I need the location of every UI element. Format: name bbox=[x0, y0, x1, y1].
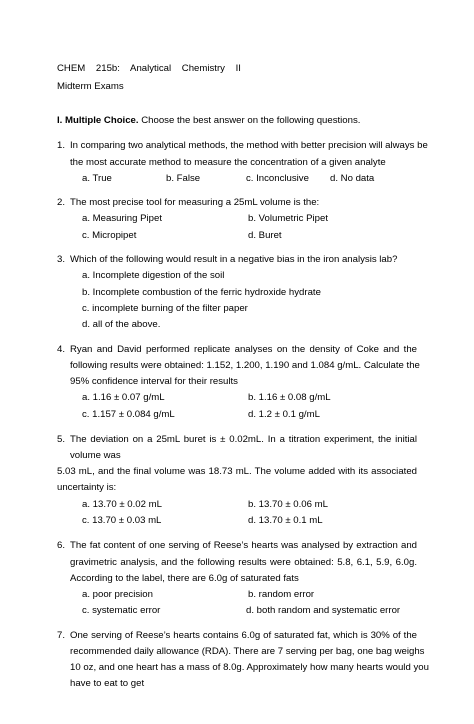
question-number: 6. bbox=[57, 540, 66, 551]
option-a[interactable]: a. Incomplete digestion of the soil bbox=[82, 270, 225, 281]
option-c[interactable]: c. Micropipet bbox=[82, 230, 137, 241]
question-text-line: According to the label, there are 6.0g of saturated fats bbox=[70, 573, 299, 584]
option-b[interactable]: b. random error bbox=[248, 589, 315, 600]
option-b[interactable]: b. 13.70 ± 0.06 mL bbox=[248, 499, 328, 510]
option-c[interactable]: c. incomplete burning of the filter paper bbox=[82, 303, 248, 314]
question-text-line: The deviation on a 25mL buret is ± 0.02mL. In a titration experiment, the initial bbox=[70, 434, 417, 445]
question-continuation-line: 5.03 mL, and the final volume was 18.73 mL. The volume added with its associated bbox=[57, 466, 417, 477]
option-a[interactable]: a. 1.16 ± 0.07 g/mL bbox=[82, 392, 165, 403]
question-text-line: The most precise tool for measuring a 25mL volume is the: bbox=[70, 197, 320, 208]
question-text-line: following results were obtained: 1.152, 1.200, 1.190 and 1.084 g/mL. Calculate the bbox=[70, 360, 420, 371]
question-text-line: have to eat to get bbox=[70, 678, 145, 689]
section-title: I. Multiple Choice. bbox=[57, 115, 139, 126]
question-number: 1. bbox=[57, 140, 66, 151]
option-d[interactable]: d. 13.70 ± 0.1 mL bbox=[248, 515, 323, 526]
section-heading bbox=[57, 115, 360, 127]
option-b[interactable]: b. Volumetric Pipet bbox=[248, 213, 328, 224]
question-number: 2. bbox=[57, 197, 66, 208]
exam-subtitle: Midterm Exams bbox=[57, 81, 124, 92]
question-continuation-line: uncertainty is: bbox=[57, 482, 117, 493]
option-b[interactable]: b. 1.16 ± 0.08 g/mL bbox=[248, 392, 331, 403]
question-text-line: 95% confidence interval for their results bbox=[70, 376, 238, 387]
question-number: 7. bbox=[57, 630, 66, 641]
course-title: CHEM 215b: Analytical Chemistry II bbox=[57, 63, 241, 74]
option-c[interactable]: c. 13.70 ± 0.03 mL bbox=[82, 515, 162, 526]
question-text-line: gravimetric analysis, and the following results were obtained: 5.8, 6.1, 5.9, 6.0g. bbox=[70, 557, 417, 568]
question-number: 4. bbox=[57, 344, 66, 355]
question-text-line: Which of the following would result in a negative bias in the iron analysis lab? bbox=[70, 254, 398, 265]
option-d[interactable]: d. both random and systematic error bbox=[246, 605, 401, 616]
question-text-line: the most accurate method to measure the concentration of a given analyte bbox=[70, 157, 386, 168]
option-a[interactable]: a. Measuring Pipet bbox=[82, 213, 162, 224]
question-text-line: The fat content of one serving of Reese’s hearts was analysed by extraction and bbox=[70, 540, 417, 551]
question-text-line: 10 oz, and one heart has a mass of 8.0g. Approximately how many hearts would you bbox=[70, 662, 429, 673]
option-c[interactable]: c. systematic error bbox=[82, 605, 161, 616]
question-number: 3. bbox=[57, 254, 66, 265]
option-d[interactable]: d. Buret bbox=[248, 230, 282, 241]
option-a[interactable]: a. True bbox=[82, 173, 112, 184]
question-text-line: One serving of Reese’s hearts contains 6.0g of saturated fat, which is 30% of the bbox=[70, 630, 417, 641]
question-text-line: volume was bbox=[70, 450, 121, 461]
question-text-line: Ryan and David performed replicate analyses on the density of Coke and the bbox=[70, 344, 417, 355]
question-text-line: In comparing two analytical methods, the method with better precision will always be bbox=[70, 140, 428, 151]
option-d[interactable]: d. 1.2 ± 0.1 g/mL bbox=[248, 409, 320, 420]
question-number: 5. bbox=[57, 434, 66, 445]
option-d[interactable]: d. all of the above. bbox=[82, 319, 161, 330]
option-c[interactable]: c. Inconclusive bbox=[246, 173, 309, 184]
option-a[interactable]: a. poor precision bbox=[82, 589, 153, 600]
option-a[interactable]: a. 13.70 ± 0.02 mL bbox=[82, 499, 162, 510]
option-b[interactable]: b. Incomplete combustion of the ferric hydroxide hydrate bbox=[82, 287, 321, 298]
question-text-line: recommended daily allowance (RDA). There are 7 serving per bag, one bag weighs bbox=[70, 646, 425, 657]
option-b[interactable]: b. False bbox=[166, 173, 201, 184]
option-c[interactable]: c. 1.157 ± 0.084 g/mL bbox=[82, 409, 175, 420]
section-instructions: Choose the best answer on the following questions. bbox=[138, 115, 361, 126]
option-d[interactable]: d. No data bbox=[330, 173, 375, 184]
